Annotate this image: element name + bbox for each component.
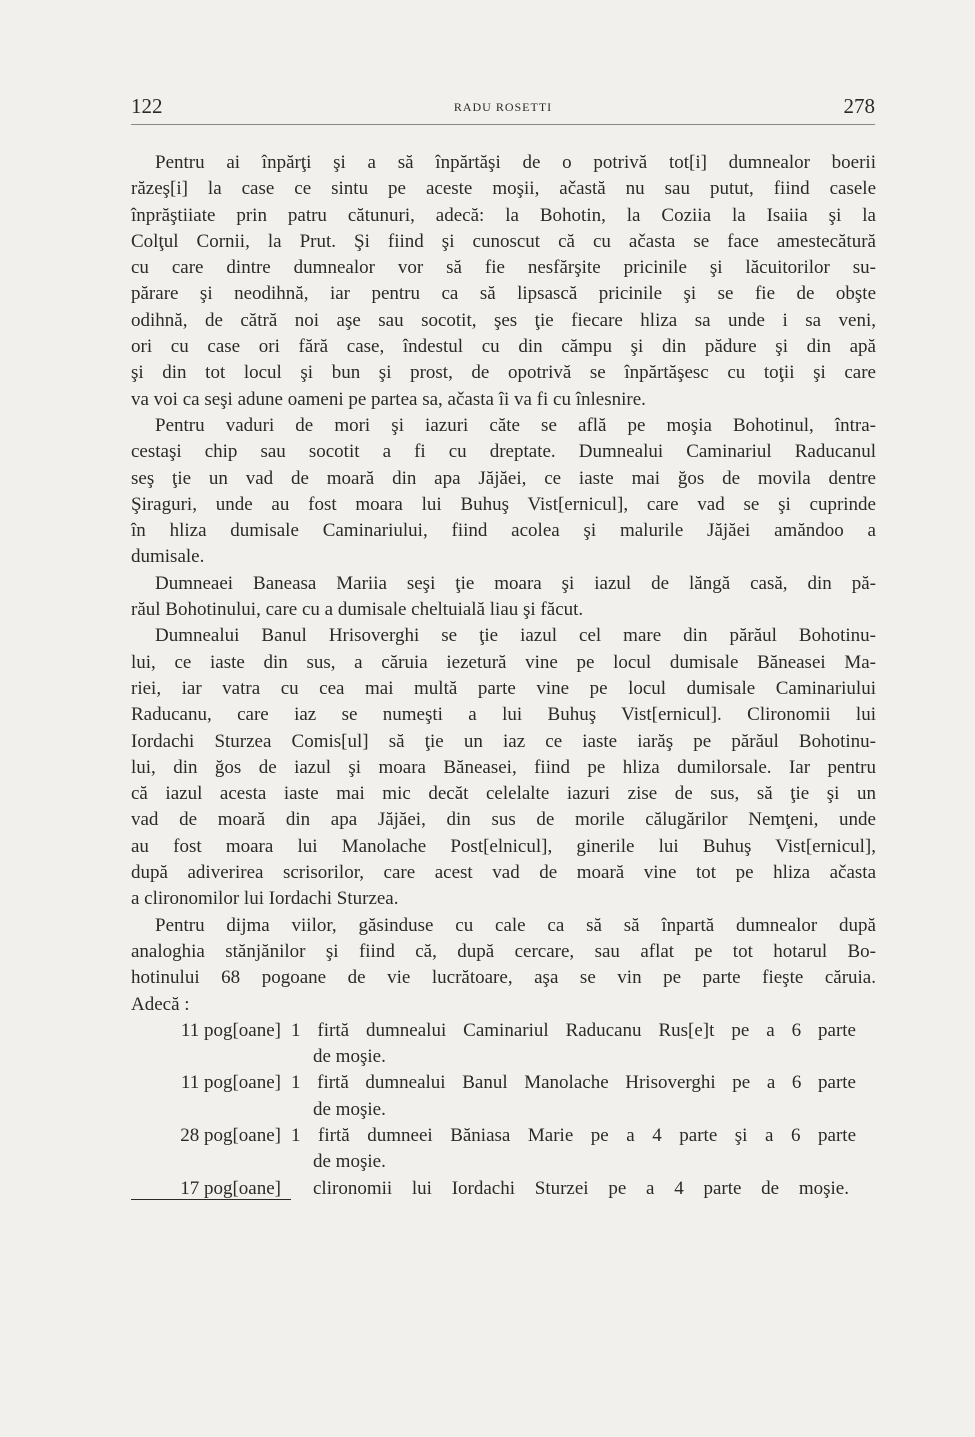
page-header xyxy=(131,94,875,125)
text-line: Raducanu, care iaz se numeşti a lui Buhuş Vist[ernicul]. Clironomii lui xyxy=(131,704,876,726)
text-line: lui, din ğos de iazul şi moara Băneasei, fiind pe hliza dumilorsale. Iar pentru xyxy=(131,756,876,778)
text-line: ori cu case ori fără case, îndestul cu din cămpu şi din pădure şi din apă xyxy=(131,336,876,358)
share-entry xyxy=(131,1176,876,1202)
text-line: şi din tot locul şi bun şi prost, de opotrivă se înpărtăşesc cu toţii şi care xyxy=(131,362,876,384)
text-line: seş ţie un vad de moară din apa Jăjăei, ce iaste mai ğos de movila dentre xyxy=(131,467,876,489)
text-line: în hliza dumisale Caminariului, fiind acolea şi malurile Jăjăei amăndoo a xyxy=(131,520,876,542)
text-line: Pentru vaduri de mori şi iazuri căte se află pe moşia Bohotinul, întra- xyxy=(155,414,876,436)
text-line: dumisale. xyxy=(131,546,205,568)
text-line: Pentru dijma viilor, găsinduse cu cale ca să să înpartă dumnealor după xyxy=(155,914,876,936)
share-entry-continuation xyxy=(131,1097,876,1123)
paragraph xyxy=(131,623,876,912)
text-line: părare şi neodihnă, iar pentru ca să lipsască pricinile şi se fie de obşte xyxy=(131,283,876,305)
share-description: 1 firtă dumneei Băniasa Marie pe a 4 parte şi a 6 parte xyxy=(291,1124,856,1146)
share-amount: 11 pog[oane] xyxy=(180,1072,281,1094)
paragraph xyxy=(131,150,876,413)
share-entry-continuation xyxy=(131,1149,876,1175)
vineyard-shares-list xyxy=(131,1018,876,1202)
text-line: riei, iar vatra cu cea mai multă parte vine pe locul dumisale Caminariului xyxy=(131,677,876,699)
share-description-continuation: de moşie. xyxy=(313,1098,386,1120)
text-line: hotinului 68 pogoane de vie lucrătoare, aşa se vin pe parte fieşte căruia. xyxy=(131,967,876,989)
text-line: au fost moara lui Manolache Post[elnicul], ginerile lui Buhuş Vist[ernicul], xyxy=(131,835,876,857)
text-line: vad de moară din apa Jăjăei, din sus de morile călugărilor Nemţeni, unde xyxy=(131,809,876,831)
share-entry-continuation xyxy=(131,1044,876,1070)
text-line: odihnă, de cătră noi aşe sau socotit, şes ţie fiecare hliza sa unde i sa veni, xyxy=(131,309,876,331)
text-line: că iazul acesta iaste mai mic decăt celelalte iazuri zise de sus, să ţie şi un xyxy=(131,783,876,805)
text-line: lui, ce iaste din sus, a căruia iezetură vine pe locul dumisale Băneasei Ma- xyxy=(131,651,876,673)
text-line: cestaşi chip sau socotit a fi cu dreptate. Dumnealui Caminariul Raducanul xyxy=(131,441,876,463)
paragraph xyxy=(131,913,876,1018)
text-line: Pentru ai înpărţi şi a să înpărtăşi de o potrivă tot[i] dumnealor boerii xyxy=(155,152,876,173)
text-line: înprăştiiate prin patru cătunuri, adecă: la Bohotin, la Coziia la Isaiia şi la xyxy=(131,204,876,226)
text-line: Şiraguri, unde au fost moara lui Buhuş Vist[ernicul], care vad se şi cuprinde xyxy=(131,493,876,515)
paragraph xyxy=(131,571,876,624)
share-amount: 11 pog[oane] xyxy=(180,1019,281,1041)
share-description: 1 firtă dumnealui Banul Manolache Hrisoverghi pe a 6 parte xyxy=(291,1072,856,1094)
share-description-continuation: de moşie. xyxy=(313,1151,386,1173)
document-body xyxy=(131,150,876,1202)
text-line: Dumnealui Banul Hrisoverghi se ţie iazul cel mare din părăul Bohotinu- xyxy=(155,625,876,647)
running-title: RADU ROSETTI xyxy=(453,100,553,114)
share-amount: 28 pog[oane] xyxy=(180,1124,281,1146)
text-line: Adecă : xyxy=(131,993,190,1015)
text-line: cu care dintre dumnealor vor să fie nesfărşite pricinile şi lăcuitorilor su- xyxy=(131,257,876,279)
text-line: va voi ca seşi adune oameni pe partea sa, ačasta îi va fi cu înlesnire. xyxy=(131,388,646,410)
share-description-continuation: de moşie. xyxy=(313,1046,386,1068)
share-description: clironomii lui Iordachi Sturzei pe a 4 parte de moşie. xyxy=(313,1177,849,1199)
text-line: după adiverirea scrisorilor, care acest vad de moară vine tot pe hliza ačasta xyxy=(131,862,876,884)
text-line: Colţul Cornii, la Prut. Şi fiind şi cunoscut că cu ačasta se face amestecătură xyxy=(131,230,876,252)
page-number-left: 122 xyxy=(131,94,163,118)
page-number-right: 278 xyxy=(843,94,875,118)
share-description: 1 firtă dumnealui Caminariul Raducanu Rus[e]t pe a 6 parte xyxy=(291,1019,856,1041)
text-line: răul Bohotinului, care cu a dumisale cheltuială liau şi făcut. xyxy=(131,599,584,621)
share-amount: 17 pog[oane] xyxy=(180,1177,281,1199)
paragraph xyxy=(131,413,876,571)
text-line: analoghia stănjănilor şi fiind că, după cercare, sau aflat pe tot hotarul Bo- xyxy=(131,940,876,962)
share-entry xyxy=(131,1018,876,1044)
text-line: a clironomilor lui Iordachi Sturzea. xyxy=(131,888,399,910)
text-line: Iordachi Sturzea Comis[ul] să ţie un iaz ce iaste iarăş pe părăul Bohotinu- xyxy=(131,730,876,752)
share-entry xyxy=(131,1123,876,1149)
share-entry xyxy=(131,1070,876,1096)
text-line: Dumneaei Baneasa Mariia seşi ţie moara şi iazul de lăngă casă, din pă- xyxy=(155,572,876,594)
text-line: răzeş[i] la case ce sintu pe aceste moşii, ačastă nu sau putut, fiind casele xyxy=(131,178,876,200)
